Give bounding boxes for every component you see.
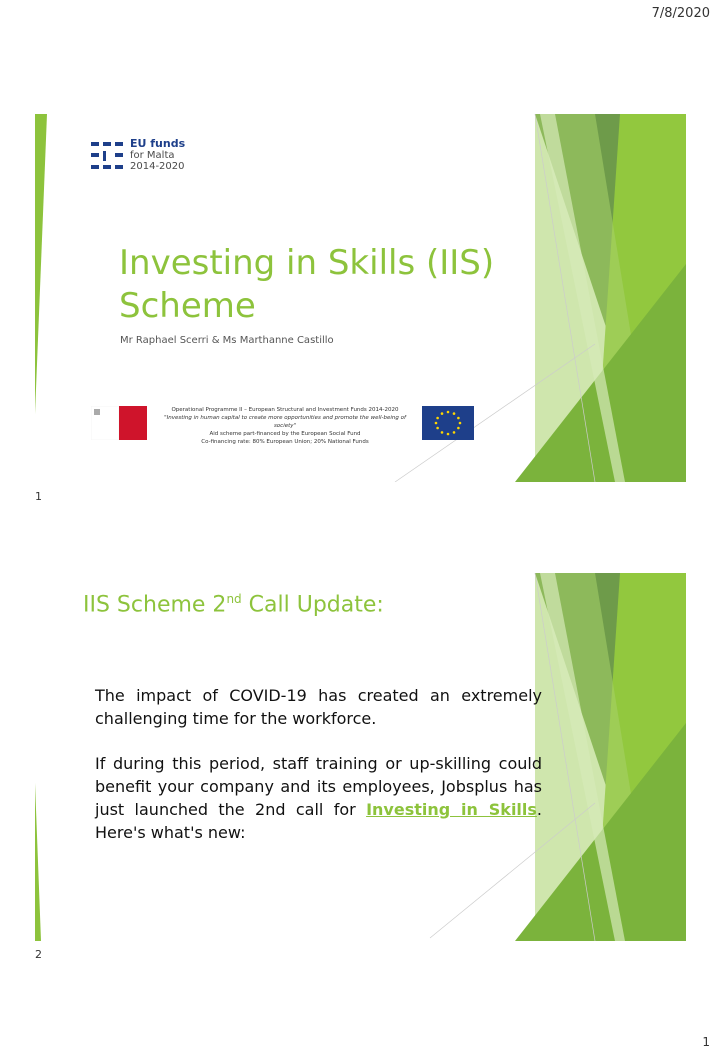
slide-1-title: Investing in Skills (IIS) Scheme — [119, 243, 495, 326]
investing-in-skills-link[interactable]: Investing in Skills — [366, 800, 537, 819]
funding-statement: Operational Programme II – European Structural and Investment Funds 2014-2020 "Investing in human capital to create more opportunities and promote the well-being of society" Aid scheme part-financed by the European Social Fund Co-financing rate: 80% European Union; 20% National Funds — [164, 407, 406, 445]
malta-flag-icon — [91, 406, 147, 440]
eu-funds-logo-icon — [87, 138, 127, 178]
slide-1-number: 1 — [35, 490, 42, 503]
eu-funds-logo-text: EU funds for Malta 2014-2020 — [130, 137, 186, 172]
slide-2 — [35, 573, 686, 941]
slide-2-number: 2 — [35, 948, 42, 961]
slide-1 — [35, 114, 686, 482]
page-number: 1 — [702, 1035, 710, 1049]
slide-2-body — [95, 684, 542, 866]
body-paragraph-2: If during this period, staff training or up-skilling could benefit your company and its employees, Jobsplus has just launched the 2nd call for Investing in Skills. Here's what's new: — [95, 754, 543, 842]
slide-2-title: IIS Scheme 2nd Call Update: — [83, 592, 384, 618]
body-paragraph-1: The impact of COVID-19 has created an extremely challenging time for the workforce. — [95, 686, 542, 728]
page-date: 7/8/2020 — [651, 6, 710, 21]
slide-1-subtitle: Mr Raphael Scerri & Ms Marthanne Castillo — [120, 335, 334, 346]
eu-flag-icon — [422, 406, 474, 440]
